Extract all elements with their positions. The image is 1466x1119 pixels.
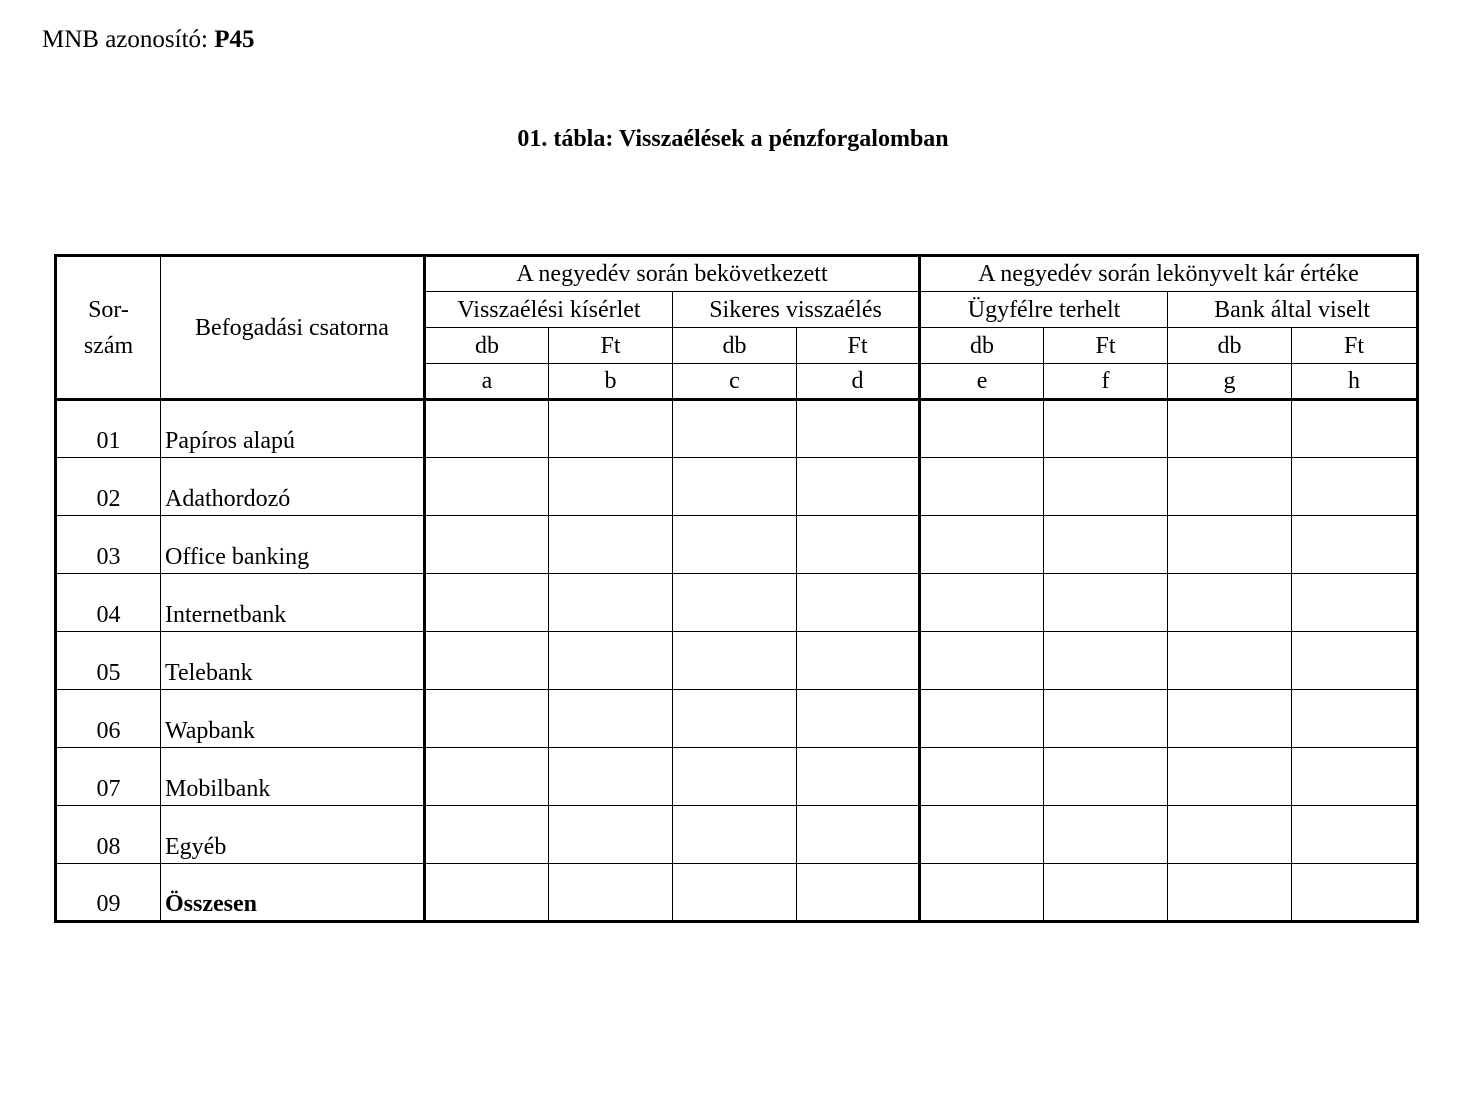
data-cell[interactable] xyxy=(1044,458,1168,516)
data-cell[interactable] xyxy=(1044,516,1168,574)
row-label: Adathordozó xyxy=(161,458,425,516)
data-cell[interactable] xyxy=(1292,400,1418,458)
row-number: 07 xyxy=(56,748,161,806)
table-row xyxy=(56,748,1418,806)
data-cell[interactable] xyxy=(797,516,920,574)
subgroup-successful: Sikeres visszaélés xyxy=(673,292,920,328)
data-cell[interactable] xyxy=(425,400,549,458)
table-row xyxy=(56,458,1418,516)
fraud-table xyxy=(54,254,1419,923)
unit-header: Ft xyxy=(797,328,920,364)
unit-header: Ft xyxy=(1044,328,1168,364)
unit-header: db xyxy=(1168,328,1292,364)
data-cell[interactable] xyxy=(1168,806,1292,864)
data-cell[interactable] xyxy=(920,690,1044,748)
data-cell[interactable] xyxy=(425,516,549,574)
unit-header: Ft xyxy=(1292,328,1418,364)
data-cell[interactable] xyxy=(549,400,673,458)
subgroup-bank: Bank által viselt xyxy=(1168,292,1418,328)
unit-header: db xyxy=(920,328,1044,364)
table-row xyxy=(56,516,1418,574)
data-cell[interactable] xyxy=(1044,864,1168,922)
row-number: 04 xyxy=(56,574,161,632)
row-number: 06 xyxy=(56,690,161,748)
data-cell[interactable] xyxy=(1168,748,1292,806)
table-row xyxy=(56,574,1418,632)
data-cell[interactable] xyxy=(549,632,673,690)
data-cell[interactable] xyxy=(425,748,549,806)
data-cell[interactable] xyxy=(1292,516,1418,574)
row-number: 03 xyxy=(56,516,161,574)
data-cell[interactable] xyxy=(1292,806,1418,864)
unit-header: db xyxy=(425,328,549,364)
column-letter: f xyxy=(1044,364,1168,400)
row-label: Telebank xyxy=(161,632,425,690)
data-cell[interactable] xyxy=(673,458,797,516)
row-number: 05 xyxy=(56,632,161,690)
row-number: 02 xyxy=(56,458,161,516)
data-cell[interactable] xyxy=(425,690,549,748)
table-title: 01. tábla: Visszaélések a pénzforgalomban xyxy=(517,126,949,152)
data-cell[interactable] xyxy=(673,748,797,806)
data-cell[interactable] xyxy=(920,748,1044,806)
data-cell[interactable] xyxy=(549,864,673,922)
data-cell[interactable] xyxy=(1292,748,1418,806)
column-letter: g xyxy=(1168,364,1292,400)
row-number: 09 xyxy=(56,864,161,922)
data-cell[interactable] xyxy=(1044,806,1168,864)
group-header-booked: A negyedév során lekönyvelt kár értéke xyxy=(920,256,1418,292)
data-cell[interactable] xyxy=(797,864,920,922)
data-cell[interactable] xyxy=(1044,400,1168,458)
data-cell[interactable] xyxy=(549,516,673,574)
column-letter: d xyxy=(797,364,920,400)
data-cell[interactable] xyxy=(425,458,549,516)
data-cell[interactable] xyxy=(1168,632,1292,690)
data-cell[interactable] xyxy=(673,574,797,632)
row-label: Mobilbank xyxy=(161,748,425,806)
column-letter: h xyxy=(1292,364,1418,400)
data-cell[interactable] xyxy=(797,574,920,632)
row-label: Papíros alapú xyxy=(161,400,425,458)
data-cell[interactable] xyxy=(1044,632,1168,690)
row-label: Wapbank xyxy=(161,690,425,748)
data-cell[interactable] xyxy=(797,632,920,690)
data-cell[interactable] xyxy=(1168,690,1292,748)
data-cell[interactable] xyxy=(1044,748,1168,806)
mnb-id-value: P45 xyxy=(214,26,255,53)
data-cell[interactable] xyxy=(797,748,920,806)
data-cell[interactable] xyxy=(673,806,797,864)
data-cell[interactable] xyxy=(1168,516,1292,574)
data-cell[interactable] xyxy=(920,806,1044,864)
subgroup-customer: Ügyfélre terhelt xyxy=(920,292,1168,328)
column-letter: e xyxy=(920,364,1044,400)
column-letter: c xyxy=(673,364,797,400)
data-cell[interactable] xyxy=(549,748,673,806)
data-cell[interactable] xyxy=(1292,632,1418,690)
row-label: Office banking xyxy=(161,516,425,574)
data-cell[interactable] xyxy=(920,864,1044,922)
column-letter: b xyxy=(549,364,673,400)
data-cell[interactable] xyxy=(1168,400,1292,458)
sorszam-line1: Sor- xyxy=(88,296,129,323)
mnb-id-label: MNB azonosító: xyxy=(42,26,208,53)
data-cell[interactable] xyxy=(425,574,549,632)
data-cell[interactable] xyxy=(549,806,673,864)
data-cell[interactable] xyxy=(1044,690,1168,748)
data-cell[interactable] xyxy=(797,458,920,516)
data-cell[interactable] xyxy=(920,574,1044,632)
table-row xyxy=(56,806,1418,864)
data-cell[interactable] xyxy=(673,864,797,922)
data-cell[interactable] xyxy=(673,400,797,458)
data-cell[interactable] xyxy=(1292,458,1418,516)
data-cell[interactable] xyxy=(797,400,920,458)
data-cell[interactable] xyxy=(425,632,549,690)
table-row xyxy=(56,400,1418,458)
data-cell[interactable] xyxy=(1044,574,1168,632)
data-cell[interactable] xyxy=(425,864,549,922)
unit-header: Ft xyxy=(549,328,673,364)
data-cell[interactable] xyxy=(1168,864,1292,922)
row-number: 01 xyxy=(56,400,161,458)
data-cell[interactable] xyxy=(797,690,920,748)
unit-header: db xyxy=(673,328,797,364)
data-cell[interactable] xyxy=(1292,690,1418,748)
table-body xyxy=(56,400,1418,922)
row-label: Internetbank xyxy=(161,574,425,632)
table-row xyxy=(56,632,1418,690)
row-label: Összesen xyxy=(161,864,425,922)
data-cell[interactable] xyxy=(673,516,797,574)
mnb-identifier xyxy=(42,24,255,56)
column-letter: a xyxy=(425,364,549,400)
data-cell[interactable] xyxy=(920,400,1044,458)
row-number: 08 xyxy=(56,806,161,864)
table-row xyxy=(56,864,1418,922)
col-header-channel: Befogadási csatorna xyxy=(161,256,425,400)
data-cell[interactable] xyxy=(549,690,673,748)
group-header-occurred: A negyedév során bekövetkezett xyxy=(425,256,920,292)
data-cell[interactable] xyxy=(673,632,797,690)
subgroup-attempt: Visszaélési kísérlet xyxy=(425,292,673,328)
data-cell[interactable] xyxy=(673,690,797,748)
data-cell[interactable] xyxy=(1168,458,1292,516)
sorszam-line2: szám xyxy=(83,332,134,359)
data-cell[interactable] xyxy=(1168,574,1292,632)
data-cell[interactable] xyxy=(920,516,1044,574)
data-cell[interactable] xyxy=(1292,574,1418,632)
row-label: Egyéb xyxy=(161,806,425,864)
data-cell[interactable] xyxy=(549,458,673,516)
data-cell[interactable] xyxy=(549,574,673,632)
data-cell[interactable] xyxy=(797,806,920,864)
col-header-sorszam xyxy=(56,256,161,400)
data-cell[interactable] xyxy=(920,632,1044,690)
data-cell[interactable] xyxy=(425,806,549,864)
data-cell[interactable] xyxy=(1292,864,1418,922)
table-row xyxy=(56,690,1418,748)
data-cell[interactable] xyxy=(920,458,1044,516)
